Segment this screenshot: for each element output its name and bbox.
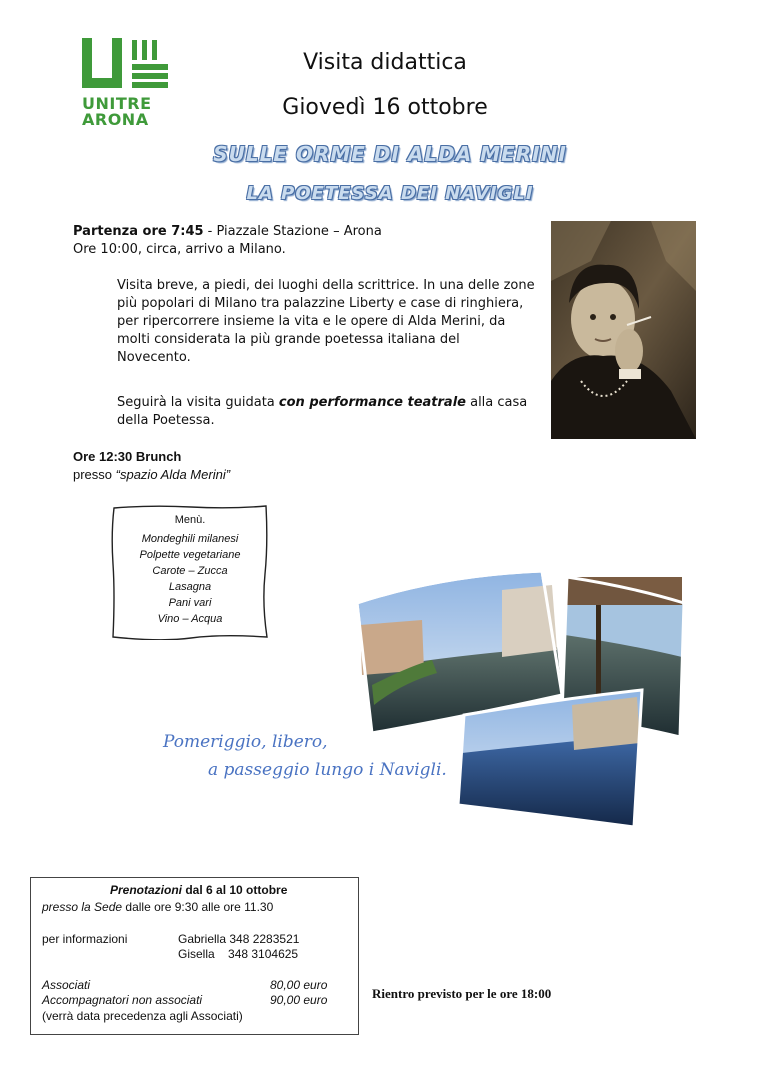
logo-text — [82, 96, 174, 128]
headline-secondary: LA POETESSA DEI NAVIGLI — [246, 183, 534, 204]
navigli-photo-3 — [458, 690, 642, 827]
logo-line1: UNITRE — [82, 94, 152, 113]
page-title: Visita didattica — [303, 50, 467, 75]
price-associates: 80,00 euro — [270, 978, 328, 992]
price-guests-label: Accompagnatori non associati — [42, 993, 203, 1007]
visit-description: Visita breve, a piedi, dei luoghi della scrittrice. In una delle zone più popolari di Milano tra palazzine Liberty e case di ringhiera, per ripercorrere insieme la vita e le opere di Alda Merini, da molti considerata la più grande poetessa italiana del Novecento. — [117, 278, 535, 365]
departure-label: Partenza ore 7:45 — [73, 224, 204, 239]
booking-where — [42, 900, 273, 915]
menu-title: Menù. — [174, 514, 206, 526]
menu-item: Polpette vegetariane — [139, 549, 241, 561]
afternoon-line1: Pomeriggio, libero, — [163, 732, 328, 752]
navigli-photo-collage — [352, 565, 692, 835]
menu — [111, 512, 269, 627]
brunch-place-line — [73, 466, 230, 483]
arrival-line: Ore 10:00, circa, arrivo a Milano. — [73, 242, 286, 257]
brunch-label — [73, 448, 181, 465]
brunch-time: Ore 12:30 Brunch — [73, 449, 182, 464]
priority-note: (verrà data precedenza agli Associati) — [42, 1009, 243, 1023]
booking-where-emph: presso la Sede — [42, 900, 123, 914]
menu-item: Mondeghili milanesi — [141, 533, 239, 545]
follow-suffix: alla casa della Poetessa. — [117, 395, 528, 428]
logo-line2: ARONA — [82, 110, 149, 129]
contact-gisella: Gisella 348 3104625 — [178, 947, 299, 961]
booking-title-emph: Prenotazioni — [110, 883, 183, 897]
brunch-place-prefix: presso — [73, 467, 116, 482]
follow-description — [117, 394, 537, 430]
departure-line — [73, 223, 382, 241]
info-label: per informazioni — [42, 932, 128, 946]
booking-where-rest: dalle ore 9:30 alle ore 11.30 — [122, 900, 274, 914]
menu-item: Lasagna — [168, 581, 212, 593]
afternoon-line2: a passeggio lungo i Navigli. — [208, 760, 447, 780]
return-note: Rientro previsto per le ore 18:00 — [372, 986, 552, 1001]
follow-emphasis: con performance teatrale — [278, 395, 466, 410]
price-associates-label: Associati — [42, 978, 91, 992]
menu-item: Carote – Zucca — [152, 565, 228, 577]
headline-primary: SULLE ORME DI ALDA MERINI — [213, 142, 567, 166]
follow-prefix: Seguirà la visita guidata — [117, 395, 279, 410]
brunch-place: “spazio Alda Merini” — [115, 467, 231, 482]
booking-title-rest: dal 6 al 10 ottobre — [182, 883, 288, 897]
contact-gabriella: Gabriella 348 2283521 — [178, 932, 300, 946]
event-date: Giovedì 16 ottobre — [282, 95, 488, 120]
alda-merini-photo — [551, 221, 696, 439]
departure-place: - Piazzale Stazione – Arona — [203, 224, 382, 239]
price-guests: 90,00 euro — [270, 993, 328, 1007]
booking-title — [110, 883, 287, 898]
menu-item: Vino – Acqua — [157, 613, 223, 625]
menu-item: Pani vari — [168, 597, 212, 609]
